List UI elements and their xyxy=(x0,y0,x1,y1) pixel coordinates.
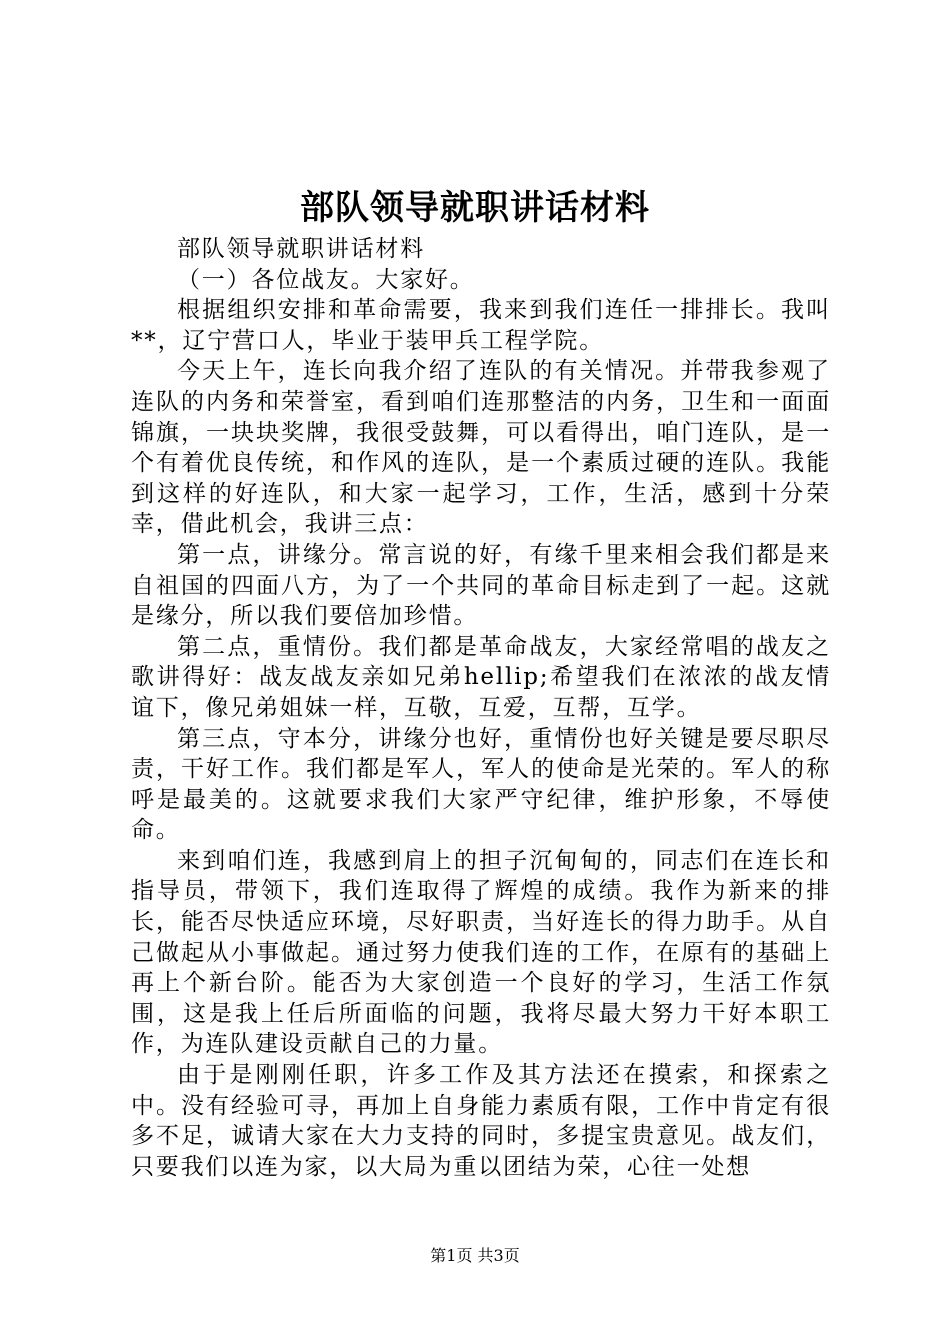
paragraph: 第一点，讲缘分。常言说的好，有缘千里来相会我们都是来自祖国的四面八方，为了一个共同的革命目标走到了一起。这就是缘分，所以我们要倍加珍惜。 xyxy=(131,541,831,630)
paragraph: 部队领导就职讲话材料 xyxy=(177,236,425,262)
paragraph: 第三点，守本分，讲缘分也好，重情份也好关键是要尽职尽责，干好工作。我们都是军人，军人的使命是光荣的。军人的称呼是最美的。这就要求我们大家严守纪律，维护形象，不辱使命。 xyxy=(131,725,831,844)
page-number: 第1页 共3页 xyxy=(430,1246,520,1265)
paragraph: 来到咱们连，我感到肩上的担子沉甸甸的，同志们在连长和指导员，带领下，我们连取得了辉煌的成绩。我作为新来的排长，能否尽快适应环境，尽好职责，当好连长的得力助手。从自己做起从小事做起。通过努力使我们连的工作，在原有的基础上再上个新台阶。能否为大家创造一个良好的学习，生活工作氛围，这是我上任后所面临的问题，我将尽最大努力干好本职工作，为连队建设贡献自己的力量。 xyxy=(131,847,831,1058)
paragraph: 根据组织安排和革命需要，我来到我们连任一排排长。我叫**，辽宁营口人，毕业于装甲兵工程学院。 xyxy=(131,297,831,354)
document-title: 部队领导就职讲话材料 xyxy=(300,188,650,228)
paragraph: 第二点，重情份。我们都是革命战友，大家经常唱的战友之歌讲得好：战友战友亲如兄弟hellip;希望我们在浓浓的战友情谊下，像兄弟姐妹一样，互敬，互爱，互帮，互学。 xyxy=(131,633,831,721)
document-body xyxy=(131,234,831,1182)
paragraph: 今天上午，连长向我介绍了连队的有关情况。并带我参观了连队的内务和荣誉室，看到咱们连那整洁的内务，卫生和一面面锦旗，一块块奖牌，我很受鼓舞，可以看得出，咱门连队，是一个有着优良传统，和作风的连队，是一个素质过硬的连队。我能到这样的好连队，和大家一起学习，工作，生活，感到十分荣幸，借此机会，我讲三点： xyxy=(131,358,831,538)
page-footer xyxy=(0,1246,950,1266)
paragraph: 由于是刚刚任职，许多工作及其方法还在摸索，和探索之中。没有经验可寻，再加上自身能力素质有限，工作中肯定有很多不足，诚请大家在大力支持的同时，多提宝贵意见。战友们，只要我们以连为家，以大局为重以团结为荣，心往一处想 xyxy=(131,1062,831,1180)
paragraph: （一）各位战友。大家好。 xyxy=(177,266,475,293)
